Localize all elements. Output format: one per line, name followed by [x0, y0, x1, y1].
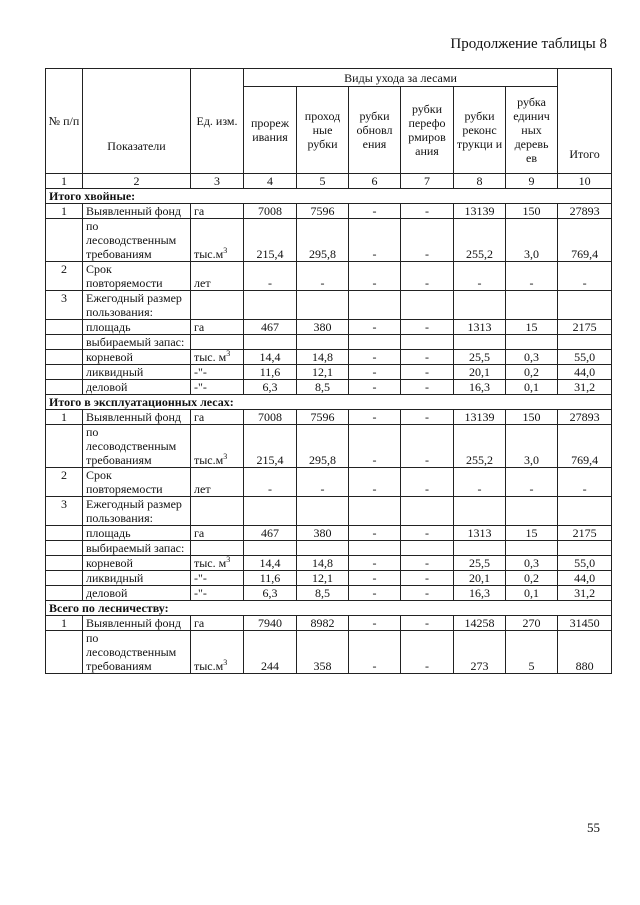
value-cell: 0,2	[506, 571, 558, 586]
unit-text: лет	[194, 482, 211, 496]
section-row	[46, 601, 612, 616]
row-number	[46, 365, 83, 380]
value-cell: 0,3	[506, 556, 558, 571]
value-cell: 20,1	[454, 571, 506, 586]
row-number: 3	[46, 291, 83, 320]
value-cell: -	[401, 204, 454, 219]
row-unit	[191, 291, 244, 320]
table-body	[46, 189, 612, 674]
row-unit	[191, 468, 244, 497]
value-cell: 0,1	[506, 586, 558, 601]
value-cell: -	[401, 586, 454, 601]
value-cell: -	[349, 468, 401, 497]
row-label: Ежегодный размер пользования:	[83, 497, 191, 526]
value-cell: 467	[244, 526, 297, 541]
row-number	[46, 350, 83, 365]
col-number: 2	[83, 174, 191, 189]
unit-superscript: 3	[226, 555, 231, 564]
row-label: Срок повторяемости	[83, 468, 191, 497]
col-number: 9	[506, 174, 558, 189]
unit-text: -"-	[194, 365, 207, 379]
total-cell: 55,0	[558, 556, 612, 571]
value-cell: -	[349, 350, 401, 365]
value-cell: -	[401, 350, 454, 365]
value-cell: 25,5	[454, 556, 506, 571]
value-cell: 12,1	[297, 571, 349, 586]
value-cell: 16,3	[454, 380, 506, 395]
total-cell: 44,0	[558, 365, 612, 380]
table-row	[46, 631, 612, 674]
value-cell: -	[401, 380, 454, 395]
value-cell	[297, 541, 349, 556]
value-cell	[244, 291, 297, 320]
value-cell: -	[506, 262, 558, 291]
value-cell: 380	[297, 526, 349, 541]
value-cell: -	[349, 571, 401, 586]
row-label: по лесоводственным требованиям	[83, 219, 191, 262]
row-label: выбираемый запас:	[83, 335, 191, 350]
row-unit	[191, 350, 244, 365]
unit-text: га	[194, 616, 205, 630]
total-cell: 31,2	[558, 380, 612, 395]
unit-text: -"-	[194, 586, 207, 600]
row-label: Выявленный фонд	[83, 410, 191, 425]
unit-text: га	[194, 526, 205, 540]
unit-text: тыс. м	[194, 350, 227, 364]
row-label: корневой	[83, 556, 191, 571]
table-row	[46, 425, 612, 468]
row-number: 1	[46, 204, 83, 219]
value-cell: -	[401, 526, 454, 541]
unit-text: тыс. м	[194, 556, 227, 570]
value-cell: -	[349, 616, 401, 631]
unit-text: -"-	[194, 380, 207, 394]
value-cell: 7596	[297, 204, 349, 219]
value-cell	[506, 291, 558, 320]
table-row	[46, 556, 612, 571]
value-cell	[401, 291, 454, 320]
value-cell	[244, 335, 297, 350]
value-cell: 0,3	[506, 350, 558, 365]
value-cell	[297, 335, 349, 350]
table-row	[46, 365, 612, 380]
total-cell	[558, 291, 612, 320]
col-header-renewal: рубки обновл ения	[349, 87, 401, 174]
value-cell: 150	[506, 410, 558, 425]
value-cell: -	[454, 262, 506, 291]
value-cell: -	[349, 410, 401, 425]
row-unit	[191, 616, 244, 631]
value-cell: 14,8	[297, 350, 349, 365]
value-cell: 7596	[297, 410, 349, 425]
row-number: 1	[46, 616, 83, 631]
col-unit-header: Ед. изм.	[191, 69, 244, 174]
row-number	[46, 335, 83, 350]
value-cell: 358	[297, 631, 349, 674]
value-cell: 11,6	[244, 571, 297, 586]
value-cell: 12,1	[297, 365, 349, 380]
row-unit	[191, 365, 244, 380]
value-cell: -	[244, 262, 297, 291]
row-unit	[191, 631, 244, 674]
col-header-single-tree: рубка единич ных деревь ев	[506, 87, 558, 174]
row-label: выбираемый запас:	[83, 541, 191, 556]
value-cell: -	[401, 616, 454, 631]
value-cell: 0,2	[506, 365, 558, 380]
value-cell: 467	[244, 320, 297, 335]
unit-superscript: 3	[223, 452, 228, 461]
value-cell	[401, 497, 454, 526]
total-cell: 55,0	[558, 350, 612, 365]
table-row	[46, 541, 612, 556]
value-cell: 15	[506, 526, 558, 541]
row-unit	[191, 262, 244, 291]
value-cell: 273	[454, 631, 506, 674]
row-number	[46, 320, 83, 335]
total-cell: 31,2	[558, 586, 612, 601]
value-cell: -	[401, 365, 454, 380]
table-row	[46, 262, 612, 291]
row-unit	[191, 335, 244, 350]
row-label: ликвидный	[83, 365, 191, 380]
row-number	[46, 541, 83, 556]
table-row	[46, 335, 612, 350]
col-number: 10	[558, 174, 612, 189]
row-label: деловой	[83, 586, 191, 601]
value-cell	[401, 335, 454, 350]
unit-text: лет	[194, 276, 211, 290]
unit-text: тыс.м	[194, 453, 224, 467]
col-header-reconstruction: рубки реконс трукци и	[454, 87, 506, 174]
value-cell	[244, 541, 297, 556]
total-cell: 2175	[558, 526, 612, 541]
value-cell: -	[349, 586, 401, 601]
total-cell: -	[558, 262, 612, 291]
value-cell: -	[349, 380, 401, 395]
forest-care-table	[45, 68, 612, 674]
row-label: корневой	[83, 350, 191, 365]
value-cell: -	[454, 468, 506, 497]
row-label: по лесоводственным требованиям	[83, 425, 191, 468]
value-cell: 295,8	[297, 219, 349, 262]
section-title: Всего по лесничеству:	[46, 601, 612, 616]
row-label: по лесоводственным требованиям	[83, 631, 191, 674]
value-cell	[454, 497, 506, 526]
unit-text: тыс.м	[194, 659, 224, 673]
value-cell: -	[349, 204, 401, 219]
row-unit	[191, 497, 244, 526]
value-cell: -	[401, 631, 454, 674]
row-unit	[191, 204, 244, 219]
value-cell	[349, 541, 401, 556]
row-unit	[191, 541, 244, 556]
value-cell: 14,8	[297, 556, 349, 571]
unit-superscript: 3	[223, 246, 228, 255]
col-indicator-header: Показатели	[83, 69, 191, 174]
table-header	[46, 69, 612, 189]
total-cell: 769,4	[558, 425, 612, 468]
unit-text: га	[194, 204, 205, 218]
value-cell: 5	[506, 631, 558, 674]
value-cell: 11,6	[244, 365, 297, 380]
total-cell	[558, 335, 612, 350]
section-row	[46, 395, 612, 410]
table-row	[46, 526, 612, 541]
value-cell: -	[349, 219, 401, 262]
value-cell: -	[244, 468, 297, 497]
value-cell: 380	[297, 320, 349, 335]
value-cell	[349, 335, 401, 350]
row-label: ликвидный	[83, 571, 191, 586]
table-row	[46, 320, 612, 335]
table-row	[46, 291, 612, 320]
unit-text: тыс.м	[194, 247, 224, 261]
value-cell: 8982	[297, 616, 349, 631]
col-group-header: Виды ухода за лесами	[244, 69, 558, 87]
value-cell: -	[349, 320, 401, 335]
value-cell: -	[401, 571, 454, 586]
row-unit	[191, 526, 244, 541]
row-label: Срок повторяемости	[83, 262, 191, 291]
row-number	[46, 631, 83, 674]
table-row	[46, 410, 612, 425]
value-cell	[506, 541, 558, 556]
value-cell: 25,5	[454, 350, 506, 365]
value-cell: 3,0	[506, 219, 558, 262]
row-label: Выявленный фонд	[83, 204, 191, 219]
row-number: 2	[46, 468, 83, 497]
value-cell: -	[401, 262, 454, 291]
value-cell: 215,4	[244, 219, 297, 262]
value-cell: -	[401, 320, 454, 335]
row-unit	[191, 556, 244, 571]
total-cell: 880	[558, 631, 612, 674]
value-cell: -	[349, 425, 401, 468]
value-cell: -	[401, 556, 454, 571]
value-cell: 14258	[454, 616, 506, 631]
table-row	[46, 497, 612, 526]
total-cell: 44,0	[558, 571, 612, 586]
row-number: 3	[46, 497, 83, 526]
value-cell: -	[349, 365, 401, 380]
value-cell: 16,3	[454, 586, 506, 601]
table-row	[46, 380, 612, 395]
value-cell: 1313	[454, 320, 506, 335]
value-cell: 255,2	[454, 425, 506, 468]
row-number	[46, 425, 83, 468]
total-cell: 2175	[558, 320, 612, 335]
page-number: 55	[587, 820, 600, 835]
col-number: 6	[349, 174, 401, 189]
value-cell: 6,3	[244, 586, 297, 601]
row-label: площадь	[83, 526, 191, 541]
value-cell: 1313	[454, 526, 506, 541]
section-title: Итого хвойные:	[46, 189, 612, 204]
table-row	[46, 586, 612, 601]
row-number	[46, 380, 83, 395]
value-cell	[349, 497, 401, 526]
value-cell: 13139	[454, 204, 506, 219]
value-cell: 8,5	[297, 380, 349, 395]
row-unit	[191, 410, 244, 425]
row-number	[46, 219, 83, 262]
value-cell: 0,1	[506, 380, 558, 395]
value-cell: -	[349, 262, 401, 291]
total-cell	[558, 497, 612, 526]
total-cell: 31450	[558, 616, 612, 631]
value-cell	[349, 291, 401, 320]
value-cell	[297, 497, 349, 526]
col-number: 4	[244, 174, 297, 189]
unit-text: га	[194, 320, 205, 334]
row-unit	[191, 425, 244, 468]
value-cell: 7940	[244, 616, 297, 631]
total-cell	[558, 541, 612, 556]
value-cell: 150	[506, 204, 558, 219]
col-number: 7	[401, 174, 454, 189]
value-cell	[297, 291, 349, 320]
col-header-passage: проход ные рубки	[297, 87, 349, 174]
value-cell: -	[401, 219, 454, 262]
row-label: площадь	[83, 320, 191, 335]
section-title: Итого в эксплуатационных лесах:	[46, 395, 612, 410]
col-number: 5	[297, 174, 349, 189]
col-number: 1	[46, 174, 83, 189]
value-cell: -	[349, 556, 401, 571]
row-number: 1	[46, 410, 83, 425]
table-row	[46, 616, 612, 631]
value-cell: 295,8	[297, 425, 349, 468]
row-number	[46, 556, 83, 571]
value-cell	[506, 497, 558, 526]
row-unit	[191, 219, 244, 262]
row-label: Ежегодный размер пользования:	[83, 291, 191, 320]
row-number	[46, 526, 83, 541]
total-cell: -	[558, 468, 612, 497]
row-unit	[191, 571, 244, 586]
value-cell: 7008	[244, 410, 297, 425]
value-cell: 13139	[454, 410, 506, 425]
value-cell: -	[297, 262, 349, 291]
value-cell: 255,2	[454, 219, 506, 262]
col-number: 3	[191, 174, 244, 189]
value-cell: 14,4	[244, 556, 297, 571]
value-cell: -	[506, 468, 558, 497]
value-cell: 6,3	[244, 380, 297, 395]
col-header-thinning: прореж ивания	[244, 87, 297, 174]
value-cell: -	[297, 468, 349, 497]
row-number	[46, 586, 83, 601]
total-cell: 27893	[558, 410, 612, 425]
value-cell: -	[401, 425, 454, 468]
table-row	[46, 204, 612, 219]
value-cell: -	[401, 468, 454, 497]
value-cell: 3,0	[506, 425, 558, 468]
col-number: 8	[454, 174, 506, 189]
unit-superscript: 3	[223, 658, 228, 667]
row-unit	[191, 586, 244, 601]
value-cell: -	[349, 526, 401, 541]
table-row	[46, 219, 612, 262]
value-cell: 14,4	[244, 350, 297, 365]
unit-text: -"-	[194, 571, 207, 585]
value-cell: -	[401, 410, 454, 425]
row-label: деловой	[83, 380, 191, 395]
value-cell: 7008	[244, 204, 297, 219]
value-cell	[454, 335, 506, 350]
col-num-header: № п/п	[46, 69, 83, 174]
row-unit	[191, 320, 244, 335]
row-number	[46, 571, 83, 586]
value-cell: 15	[506, 320, 558, 335]
value-cell	[506, 335, 558, 350]
unit-text: га	[194, 410, 205, 424]
continuation-title: Продолжение таблицы 8	[450, 36, 607, 52]
table-row	[46, 571, 612, 586]
value-cell: 8,5	[297, 586, 349, 601]
value-cell	[454, 541, 506, 556]
unit-superscript: 3	[226, 349, 231, 358]
total-cell: 27893	[558, 204, 612, 219]
table-row	[46, 468, 612, 497]
value-cell	[244, 497, 297, 526]
value-cell: 215,4	[244, 425, 297, 468]
table-row	[46, 350, 612, 365]
row-label: Выявленный фонд	[83, 616, 191, 631]
value-cell: 244	[244, 631, 297, 674]
value-cell: -	[349, 631, 401, 674]
col-header-reformation: рубки перефо рмиров ания	[401, 87, 454, 174]
total-cell: 769,4	[558, 219, 612, 262]
value-cell	[454, 291, 506, 320]
section-row	[46, 189, 612, 204]
value-cell	[401, 541, 454, 556]
value-cell: 270	[506, 616, 558, 631]
row-unit	[191, 380, 244, 395]
col-total-header: Итого	[558, 69, 612, 174]
row-number: 2	[46, 262, 83, 291]
value-cell: 20,1	[454, 365, 506, 380]
